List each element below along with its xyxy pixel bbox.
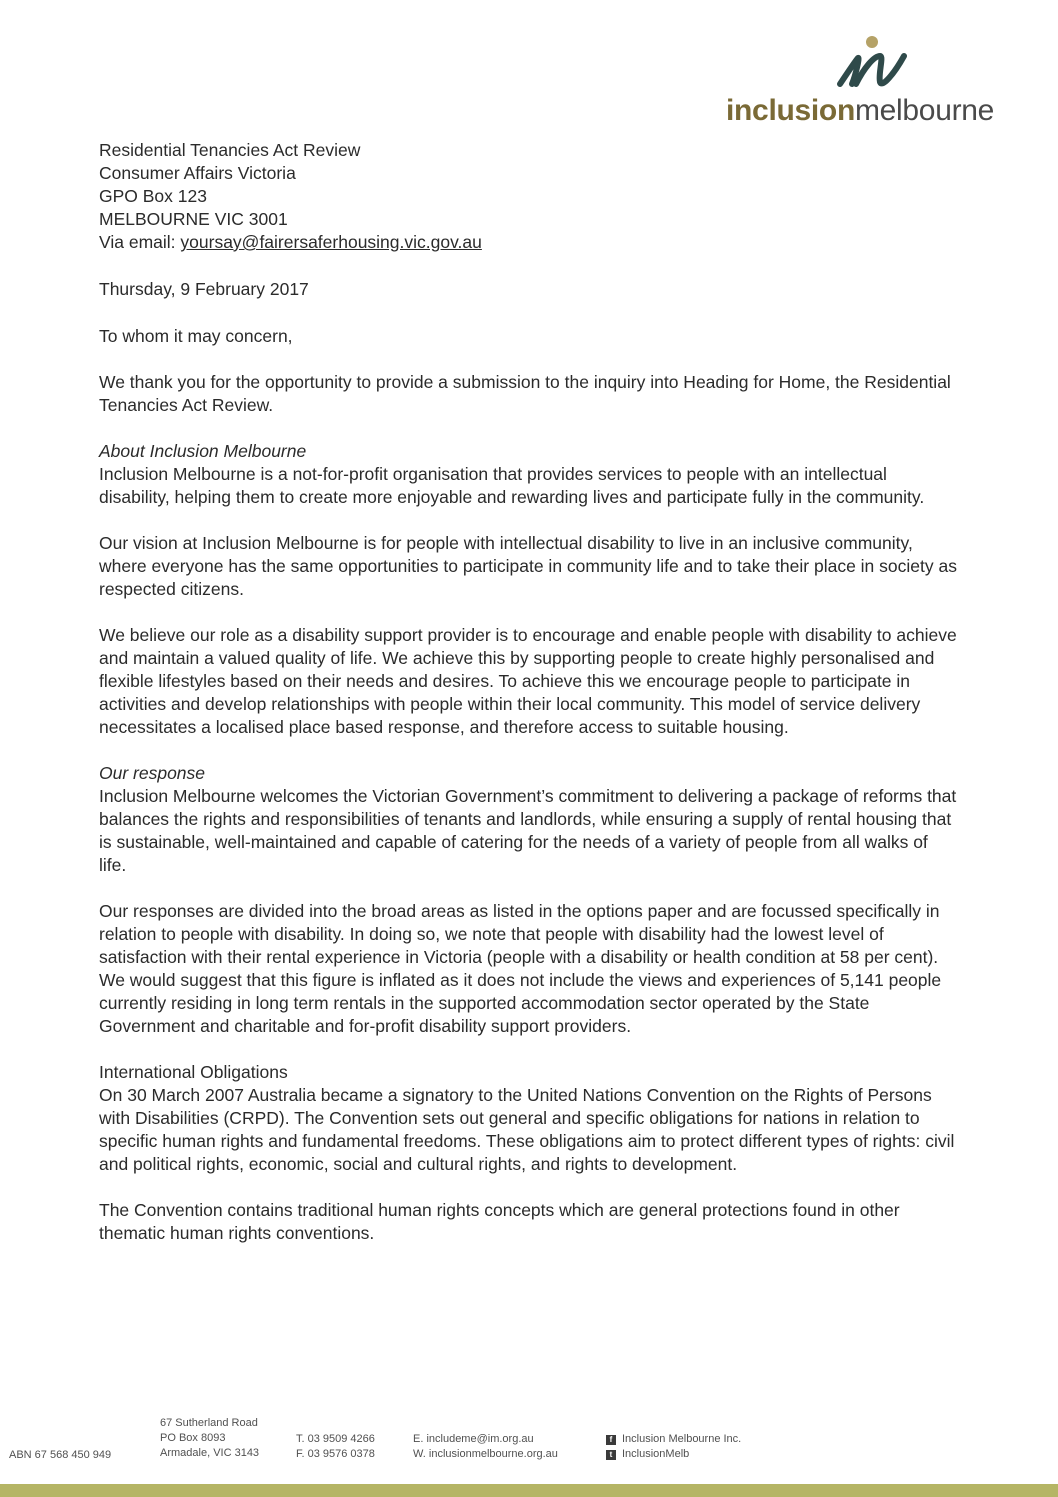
paragraph: We believe our role as a disability support provider is to encourage and enable people with disability to achieve and maintain a valued quality of life. We achieve this by supporting people to create highly personalised and flexible lifestyles based on their needs and desires. To achieve this we encourage people to participate in activities and develop relationships with people within their local community. This model of service delivery necessitates a localised place based response, and therefore access to suitable housing. [99, 625, 957, 737]
twitter-label: InclusionMelb [622, 1448, 690, 1460]
twitter-icon: t [606, 1450, 616, 1460]
facebook-icon: f [606, 1435, 616, 1445]
footer-color-bar [0, 1484, 1058, 1497]
address-line: GPO Box 123 [99, 186, 207, 206]
footer-abn: ABN 67 568 450 949 [9, 1449, 112, 1461]
section-heading: International Obligations [99, 1062, 288, 1082]
paragraph: Our responses are divided into the broad areas as listed in the options paper and are focussed specifically in relation to people with disability. In doing so, we note that people with disability had the lowest level of satisfaction with their rental experience in Victoria (people with a disability or health condition at 58 per cent). We would suggest that this figure is inflated as it does not include the views and experiences of 5,141 people currently residing in long term rentals in the supported accommodation sector operated by the State Government and charitable and for-profit disability support providers. [99, 901, 942, 1036]
paragraph: Our vision at Inclusion Melbourne is for people with intellectual disability to live in an inclusive community, where everyone has the same opportunities to participate in community life and to take their place in society as respected citizens. [99, 533, 957, 599]
footer-twitter[interactable] [606, 1447, 741, 1462]
footer-facebook[interactable] [606, 1432, 741, 1447]
footer-fax: F. 03 9576 0378 [296, 1448, 375, 1460]
address-line: Consumer Affairs Victoria [99, 163, 296, 183]
section-heading: Our response [99, 763, 206, 783]
footer-email[interactable]: E. includeme@im.org.au [413, 1433, 534, 1445]
paragraph: Inclusion Melbourne is a not-for-profit organisation that provides services to people with an intellectual disability, helping them to create more enjoyable and rewarding lives and participate fully in the community. [99, 464, 925, 507]
paragraph: The Convention contains traditional human rights concepts which are general protections found in other thematic human rights conventions. [99, 1200, 900, 1243]
footer-phone-block [296, 1432, 375, 1462]
email-prefix: Via email: [99, 232, 176, 252]
logo-wordmark [726, 94, 994, 128]
facebook-label: Inclusion Melbourne Inc. [622, 1433, 742, 1445]
footer-phone: T. 03 9509 4266 [296, 1433, 375, 1445]
letter-body [99, 139, 959, 1268]
address-line: MELBOURNE VIC 3001 [99, 209, 288, 229]
footer-address [160, 1416, 259, 1461]
paragraph: On 30 March 2007 Australia became a signatory to the United Nations Convention on the Rights of Persons with Disabilities (CRPD). The Convention sets out general and specific obligations for nations in relation to specific human rights and fundamental freedoms. These obligations aim to protect different types of rights: civil and political rights, economic, social and cultural rights, and rights to development. [99, 1085, 955, 1174]
address-line: Residential Tenancies Act Review [99, 140, 361, 160]
inclusion-melbourne-logo [726, 34, 1016, 134]
logo-wordmark-regular: melbourne [854, 94, 995, 127]
letter-date: Thursday, 9 February 2017 [99, 279, 309, 299]
section-heading: About Inclusion Melbourne [99, 441, 307, 461]
paragraph: Inclusion Melbourne welcomes the Victorian Government’s commitment to delivering a package of reforms that balances the rights and responsibilities of tenants and landlords, while ensuring a supply of rental housing that is sustainable, well-maintained and capable of catering for the needs of a variety of people from all walks of life. [99, 786, 957, 875]
recipient-address [99, 139, 959, 254]
intro-paragraph: We thank you for the opportunity to provide a submission to the inquiry into Heading for Home, the Residential Tenancies Act Review. [99, 372, 951, 415]
footer-address-line: PO Box 8093 [160, 1432, 226, 1444]
logo-wordmark-bold: inclusion [726, 94, 855, 127]
footer-social-block [606, 1432, 741, 1462]
footer-contact-block [413, 1432, 558, 1462]
footer-website[interactable]: W. inclusionmelbourne.org.au [413, 1448, 558, 1460]
salutation: To whom it may concern, [99, 326, 293, 346]
footer-address-line: Armadale, VIC 3143 [160, 1447, 260, 1459]
email-link[interactable]: yoursay@fairersaferhousing.vic.gov.au [180, 232, 482, 252]
email-line [99, 231, 959, 254]
logo-mark-icon [834, 34, 910, 96]
footer-address-line: 67 Sutherland Road [160, 1417, 258, 1429]
